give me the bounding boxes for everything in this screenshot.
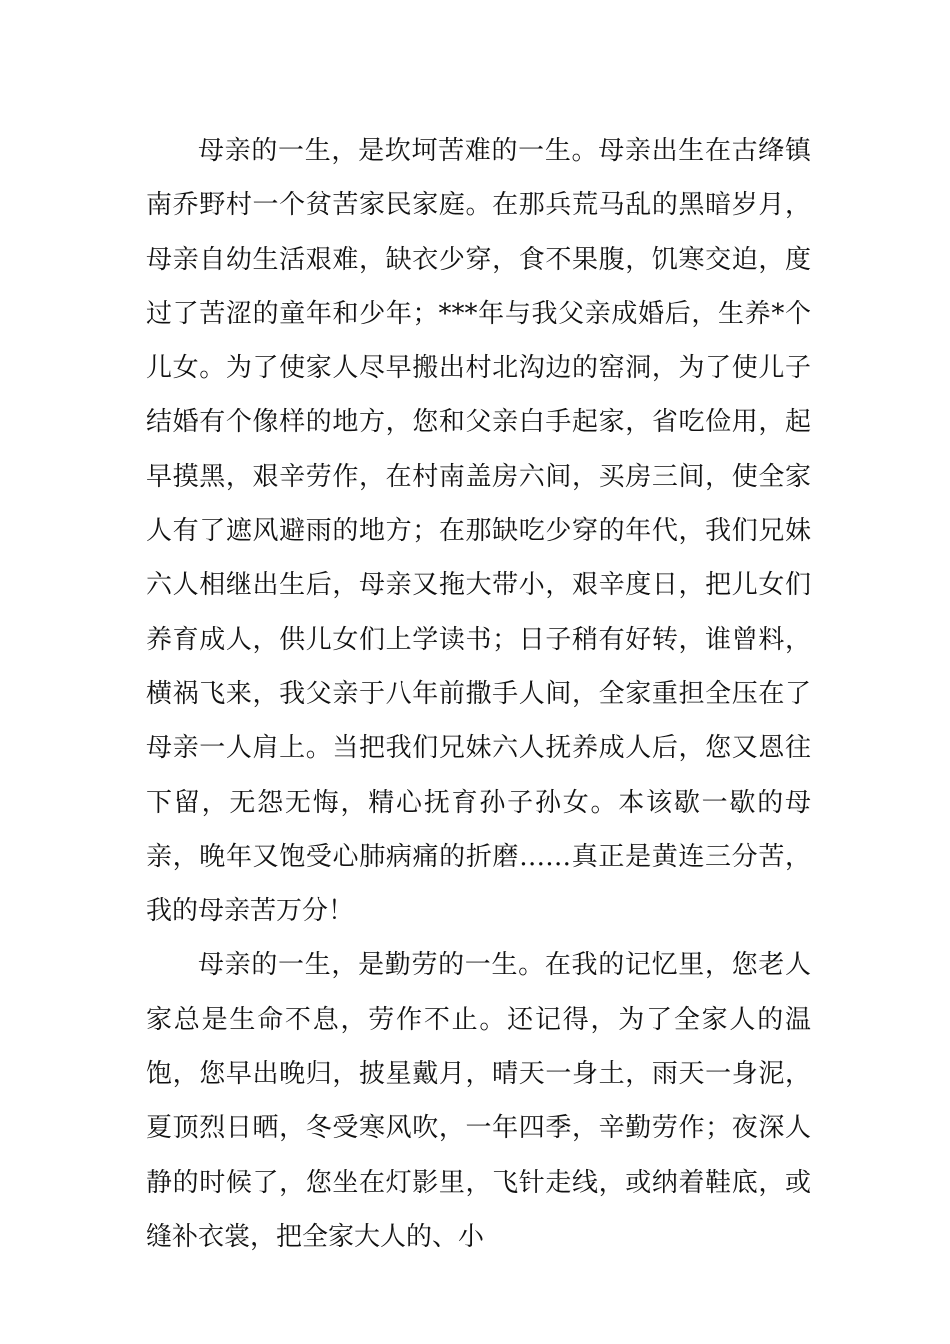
paragraph-hardship: 母亲的一生，是坎坷苦难的一生。母亲出生在古绛镇南乔野村一个贫苦家民家庭。在那兵荒马乱的黑暗岁月，母亲自幼生活艰难，缺衣少穿，食不果腹，饥寒交迫，度过了苦涩的童年和少年；***年与我父亲成婚后，生养*个儿女。为了使家人尽早搬出村北沟边的窑洞，为了使儿子结婚有个像样的地方，您和父亲白手起家，省吃俭用，起早摸黑，艰辛劳作，在村南盖房六间，买房三间，使全家人有了遮风避雨的地方；在那缺吃少穿的年代，我们兄妹六人相继出生后，母亲又拖大带小，艰辛度日，把儿女们养育成人，供儿女们上学读书；日子稍有好转，谁曾料，横祸飞来，我父亲于八年前撒手人间，全家重担全压在了母亲一人肩上。当把我们兄妹六人抚养成人后，您又恩往下留，无怨无悔，精心抚育孙子孙女。本该歇一歇的母亲，晚年又饱受心肺病痛的折磨……真正是黄连三分苦，我的母亲苦万分！ xyxy=(146,136,811,927)
document-body xyxy=(146,124,811,1264)
paragraph-diligence: 母亲的一生，是勤劳的一生。在我的记忆里，您老人家总是生命不息，劳作不止。还记得，为了全家人的温饱，您早出晚归，披星戴月，晴天一身土，雨天一身泥，夏顶烈日晒，冬受寒风吹，一年四季，辛勤劳作；夜深人静的时候了，您坐在灯影里，飞针走线，或纳着鞋底，或缝补衣裳，把全家大人的、小 xyxy=(146,950,811,1252)
